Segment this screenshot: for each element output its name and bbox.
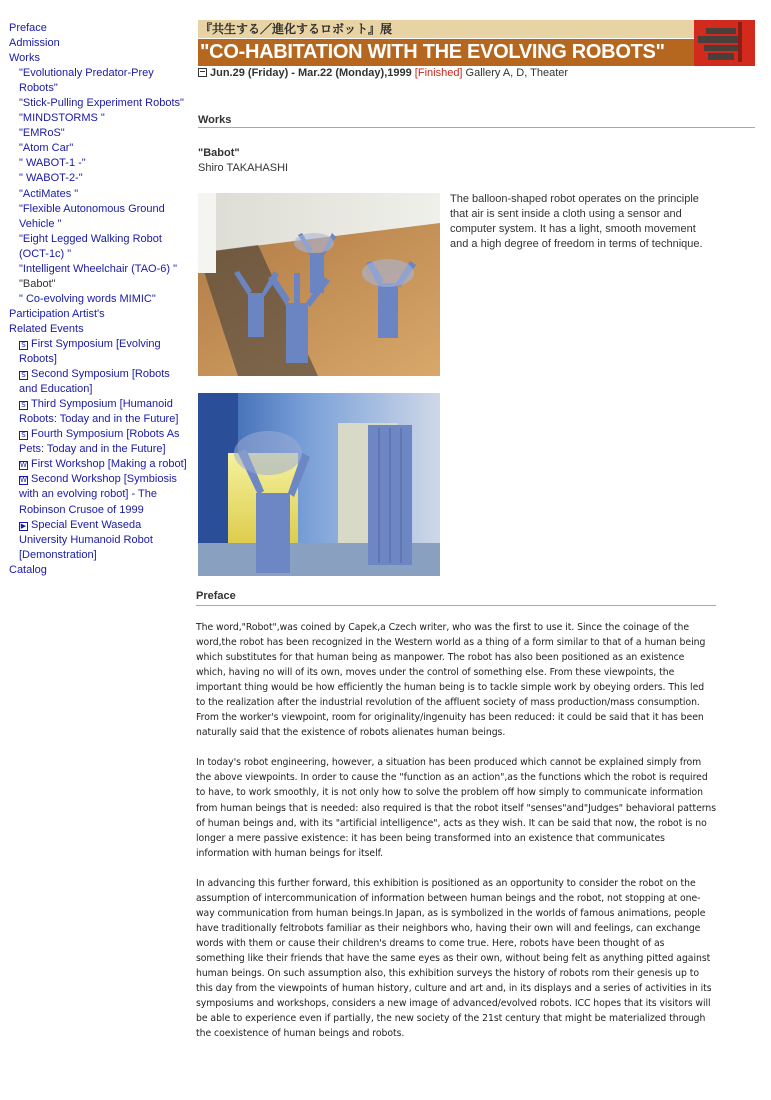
symposium-icon: S [19, 431, 28, 440]
sidebar-item-label: Second Workshop [Symbiosis with an evolving robot] - The Robinson Crusoe of 1999 [19, 473, 177, 516]
babot-photo-1 [198, 193, 440, 376]
preface-divider [196, 605, 716, 606]
event-icon: ▶ [20, 521, 27, 530]
sidebar-item[interactable] [19, 96, 189, 111]
sidebar-item[interactable] [19, 187, 189, 202]
sidebar-item[interactable] [19, 141, 189, 156]
sidebar-item[interactable] [9, 307, 189, 322]
sidebar-item[interactable] [19, 292, 189, 307]
preface-paragraph: In today's robot engineering, however, a situation has been produced which cannot be explained simply from the above viewpoints. In order to cause the "function as an action",as the functions which the robot is required to have, to work smoothly, it is not only how to solve the problem off how simply to communicate information from human beings that is needed: also required is that the robot itself "senses"and"Judges" behavioral patterns of human beings and, with its "artificial intelligence", acts as they wish. It can be said that now, the robot is no longer a mere passive existence: it has been being transformed into an existence that communicates information with human beings for itself. [196, 757, 716, 859]
sidebar-item[interactable] [9, 21, 189, 36]
works-heading: Works [198, 114, 232, 126]
sidebar-item[interactable] [19, 457, 189, 472]
sidebar-item-label: First Workshop [Making a robot] [31, 458, 187, 471]
sidebar-item-label: Works [9, 52, 40, 65]
sidebar-item-label: Catalog [9, 563, 47, 576]
sidebar-item[interactable] [19, 367, 189, 397]
sidebar-item[interactable] [9, 563, 189, 578]
sidebar-item[interactable] [9, 322, 189, 337]
sidebar-item-label: "Atom Car" [19, 142, 74, 155]
sidebar-item-label: "EMRoS" [19, 127, 65, 140]
sidebar-item-label: "ActiMates " [19, 187, 79, 200]
babot-photo-2 [198, 393, 440, 576]
sidebar-item-label: Special Event Waseda University Humanoid Robot [Demonstration] [19, 518, 153, 561]
calendar-icon [198, 68, 207, 77]
workshop-icon: W [20, 461, 27, 470]
sidebar-item-label: Third Symposium [Humanoid Robots: Today and in the Future] [19, 398, 179, 426]
sidebar-item-label: Preface [9, 22, 47, 34]
symposium-icon: S [19, 371, 28, 380]
sidebar-item[interactable] [19, 262, 189, 277]
sidebar-item[interactable] [19, 337, 189, 367]
preface-paragraph: In advancing this further forward, this exhibition is positioned as an opportunity to consider the robot on the assumption of intercommunication of information between human beings and the robot, not stopping at one-way communication from human beings.In Japan, as is symbolized in the worlds of famous animations, people have traditionally feltrobots familiar as their neighbors who, having their own will and feelings, can exchange words with them or cause their children's dreams to come true. Here, robots have been thought of as something like their friends that have the same eyes as their own, without being felt as anything pitted against human beings. On such assumption also, this exhibition surveys the history of robots rom their genesis up to this day from the viewpoints of human history, culture and art and, in its displays and a series of activities in its symposiums and workshops, considers a new image of advanced/evolved robots. ICC hopes that its visitors will be able to experience even if partially, the new society of the 21st century that might be materialized through the coexistence of human beings and robots. [196, 877, 712, 1040]
sidebar-item-label: "MINDSTORMS " [19, 112, 105, 125]
work-description: The balloon-shaped robot operates on the principle that air is sent inside a cloth using a sensor and computer system. It has a light, smooth movement and a high degree of freedom in terms of technique. [450, 193, 703, 250]
venue-text: Gallery A, D, Theater [462, 67, 569, 79]
sidebar-item-label: "Evolutionaly Predator-Prey Robots" [19, 67, 154, 95]
exhibition-header [198, 20, 755, 66]
exhibition-logo [694, 20, 755, 66]
sidebar-item[interactable] [19, 427, 189, 457]
preface-paragraph: The word,"Robot",was coined by Capek,a Czech writer, who was the first to use it. Since the coinage of the word,the robot has been recognized in the Western world as a thing of a form similar to that of a human being which substitutes for that human being as manpower. The robot has also been positioned as an existence which, having no will of its own, moves under the control of something else. From these viewpoints, the important thing would be how efficiently the human being is to tackle simple work by obeying orders. This led to the realization after the industrial revolution of the affluent society of mass production/mass consumption. From the worker's viewpoint, room for originality/ingenuity has been reduced: it could be said that it has been naturally said that the existence of robots alienates human beings. [196, 622, 706, 739]
sidebar-item-label: "Eight Legged Walking Robot (OCT-1c) " [19, 232, 162, 260]
sidebar-item[interactable] [19, 202, 189, 232]
sidebar-item[interactable] [19, 111, 189, 126]
sidebar-item-label: "Intelligent Wheelchair (TAO-6) " [19, 262, 177, 275]
sidebar-item-label: Participation Artist's [9, 307, 105, 320]
sidebar-item-label: First Symposium [Evolving Robots] [19, 337, 161, 366]
date-range: Jun.29 (Friday) - Mar.22 (Monday),1999 [210, 67, 412, 79]
sidebar-nav [9, 21, 189, 578]
symposium-icon: S [19, 341, 28, 350]
robot-logo-graphic [694, 20, 755, 66]
sidebar-item[interactable] [19, 397, 189, 427]
sidebar-item[interactable] [19, 66, 189, 96]
exhibition-title-en: "CO-HABITATION WITH THE EVOLVING ROBOTS" [198, 39, 698, 66]
preface-body [196, 620, 716, 1056]
sidebar-item[interactable] [19, 126, 189, 141]
sidebar-item [19, 277, 189, 292]
sidebar-item-label: Second Symposium [Robots and Education] [19, 368, 170, 396]
sidebar-item-label: Fourth Symposium [Robots As Pets: Today and in the Future] [19, 428, 180, 456]
workshop-icon: W [20, 476, 27, 485]
sidebar-item-label: " WABOT-2-" [19, 172, 83, 185]
exhibition-title-jp: 『共生する／進化するロボット』展 [198, 20, 698, 38]
sidebar-item-label: " WABOT-1 -" [19, 157, 86, 170]
preface-heading: Preface [196, 590, 236, 602]
symposium-icon: S [19, 401, 28, 410]
sidebar-item-label: " Co-evolving words MIMIC" [19, 292, 156, 305]
sidebar-item-label: "Flexible Autonomous Ground Vehicle " [19, 202, 165, 230]
sidebar-item-label: "Stick-Pulling Experiment Robots" [19, 97, 184, 110]
exhibition-dates [198, 67, 568, 79]
status-badge: [Finished] [414, 67, 463, 79]
work-artist: Shiro TAKAHASHI [198, 162, 289, 174]
sidebar-item-label: Related Events [9, 322, 84, 335]
sidebar-item[interactable] [19, 518, 189, 563]
sidebar-item[interactable] [19, 472, 189, 517]
sidebar-item[interactable] [19, 171, 189, 186]
work-title: "Babot" [198, 147, 240, 159]
sidebar-item[interactable] [9, 36, 189, 51]
sidebar-item-label: "Babot" [19, 277, 56, 290]
sidebar-item[interactable] [19, 156, 189, 171]
sidebar-item[interactable] [19, 232, 189, 262]
works-divider [198, 127, 755, 128]
sidebar-item[interactable] [9, 51, 189, 66]
sidebar-item-label: Admission [9, 37, 60, 50]
